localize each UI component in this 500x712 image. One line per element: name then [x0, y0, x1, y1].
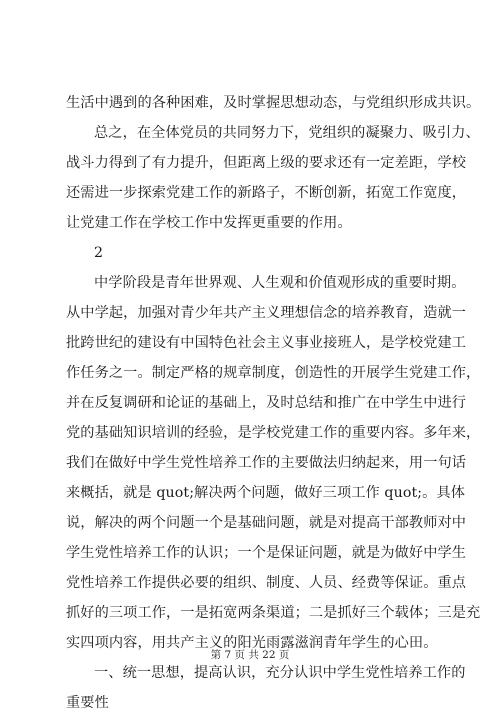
text-line: 实四项内容，用共产主义的阳光雨露滋润青年学生的心田。 — [66, 635, 438, 651]
heading-line: 重要性 — [66, 695, 109, 711]
paragraph-start-line: 中学阶段是青年世界观、人生观和价值观形成的重要时期。 — [94, 275, 466, 291]
text-line: 还需进一步探索党建工作的新路子，不断创新，拓宽工作宽度， — [66, 185, 467, 201]
text-line: 学生党性培养工作的认识；一个是保证问题，就是为做好中学生 — [66, 545, 467, 561]
text-line: 并在反复调研和论证的基础上，及时总结和推广在中学生中进行 — [66, 395, 467, 411]
text-line: 批跨世纪的建设有中国特色社会主义事业接班人，是学校党建工 — [66, 335, 467, 351]
text-line: 战斗力得到了有力提升，但距离上级的要求还有一定差距，学校 — [66, 155, 467, 171]
text-line: 抓好的三项工作，一是拓宽两条渠道；二是抓好三个载体；三是充 — [66, 605, 481, 621]
page-number: 第 7 页 共 22 页 — [210, 649, 290, 661]
text-line: 作任务之一。制定严格的规章制度，创造性的开展学生党建工作， — [66, 365, 481, 381]
text-line: 生活中遇到的各种困难，及时掌握思想动态，与党组织形成共识。 — [66, 95, 481, 111]
heading-line: 一、统一思想，提高认识，充分认识中学生党性培养工作的 — [94, 665, 466, 681]
text-line: 我们在做好中学生党性培养工作的主要做法归纳起来，用一句话 — [66, 455, 467, 471]
text-line: 说，解决的两个问题一个是基础问题，就是对提高干部教师对中 — [66, 515, 467, 531]
text-line: 党性培养工作提供必要的组织、制度、人员、经费等保证。重点 — [66, 575, 467, 591]
paragraph-start-line: 总之，在全体党员的共同努力下，党组织的凝聚力、吸引力、 — [94, 125, 480, 141]
page-footer — [0, 648, 500, 662]
text-line: 党的基础知识培训的经验，是学校党建工作的重要内容。多年来， — [66, 425, 481, 441]
text-line: 来概括，就是 quot;解决两个问题，做好三项工作 quot;。具体 — [66, 485, 466, 501]
text-line: 从中学起，加强对青少年共产主义理想信念的培养教育，造就一 — [66, 305, 467, 321]
text-line: 让党建工作在学校工作中发挥更重要的作用。 — [66, 215, 352, 231]
section-number: 2 — [94, 245, 104, 261]
